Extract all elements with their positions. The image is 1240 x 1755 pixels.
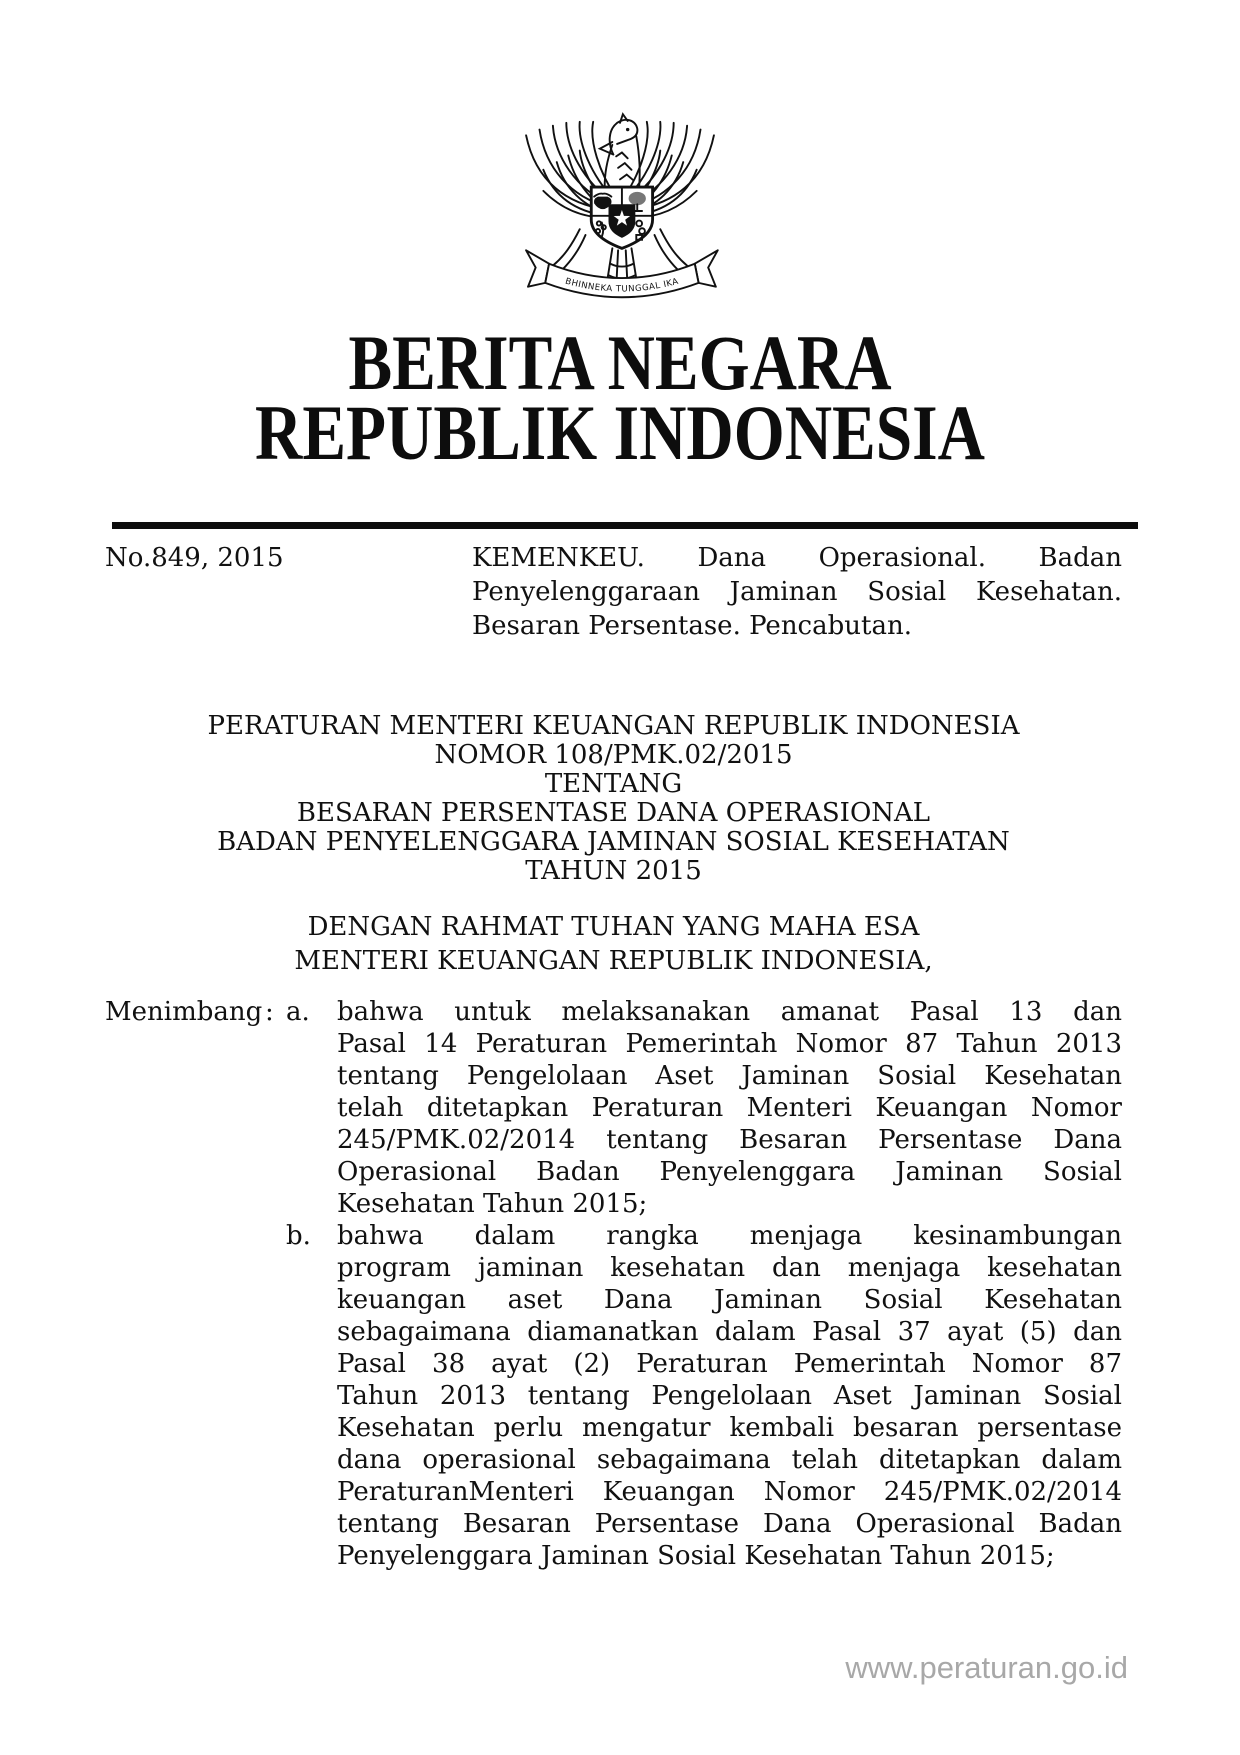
- item-text: [337, 996, 1122, 1220]
- regulation-title-block: [105, 712, 1122, 886]
- text-line: program jaminan kesehatan dan menjaga kesehatan: [337, 1253, 1122, 1283]
- text-line: sebagaimana diamanatkan dalam Pasal 37 ayat (5) dan: [337, 1317, 1122, 1347]
- text-line: Tahun 2013 tentang Pengelolaan Aset Jaminan Sosial: [337, 1381, 1122, 1411]
- masthead-line-2: REPUBLIK INDONESIA: [255, 389, 985, 476]
- considering-colon: :: [265, 997, 274, 1027]
- text-line: bahwa untuk melaksanakan amanat Pasal 13 dan: [337, 997, 1122, 1027]
- text-line: Besaran Persentase. Pencabutan.: [472, 611, 912, 641]
- text-line: TAHUN 2015: [525, 856, 702, 886]
- considering-items: [286, 996, 1122, 1572]
- doc-number: No.849, 2015: [105, 543, 284, 573]
- item-text: [337, 1220, 1122, 1572]
- text-line: Penyelenggara Jaminan Sosial Kesehatan Tahun 2015;: [337, 1541, 1055, 1571]
- text-line: TENTANG: [544, 769, 683, 799]
- text-line: PeraturanMenteri Keuangan Nomor 245/PMK.02/2014: [337, 1477, 1122, 1507]
- text-line: Kesehatan perlu mengatur kembali besaran persentase: [337, 1413, 1122, 1443]
- invocation-line-1: DENGAN RAHMAT TUHAN YANG MAHA ESA: [307, 912, 920, 942]
- footer-url: www.peraturan.go.id: [845, 1650, 1128, 1685]
- text-line: Operasional Badan Penyelenggara Jaminan Sosial: [337, 1157, 1122, 1187]
- text-line: KEMENKEU. Dana Operasional. Badan: [472, 543, 1122, 573]
- text-line: Pasal 38 ayat (2) Peraturan Pemerintah Nomor 87: [337, 1349, 1122, 1379]
- considering-label: Menimbang: [105, 997, 263, 1027]
- considering-section: [105, 996, 1122, 1572]
- considering-item-b: [286, 1220, 1122, 1572]
- masthead-line-1: BERITA NEGARA: [348, 319, 892, 406]
- text-line: BESARAN PERSENTASE DANA OPERASIONAL: [296, 798, 931, 828]
- text-line: bahwa dalam rangka menjaga kesinambungan: [337, 1221, 1122, 1251]
- text-line: dana operasional sebagaimana telah ditetapkan dalam: [337, 1445, 1122, 1475]
- invocation-line-2: MENTERI KEUANGAN REPUBLIK INDONESIA,: [294, 946, 933, 976]
- text-line: Penyelenggaraan Jaminan Sosial Kesehatan.: [472, 577, 1122, 607]
- text-line: Pasal 14 Peraturan Pemerintah Nomor 87 Tahun 2013: [337, 1029, 1122, 1059]
- text-line: keuangan aset Dana Jaminan Sosial Kesehatan: [337, 1285, 1122, 1315]
- abstract-summary: [472, 541, 1122, 643]
- item-marker: a.: [286, 997, 310, 1027]
- garuda-pancasila-icon: [505, 110, 735, 312]
- text-line: telah ditetapkan Peraturan Menteri Keuangan Nomor: [337, 1093, 1122, 1123]
- text-line: PERATURAN MENTERI KEUANGAN REPUBLIK INDONESIA: [207, 711, 1020, 741]
- text-line: tentang Pengelolaan Aset Jaminan Sosial Kesehatan: [337, 1061, 1122, 1091]
- text-line: BADAN PENYELENGGARA JAMINAN SOSIAL KESEHATAN: [217, 827, 1010, 857]
- emblem-ribbon-text: BHINNEKA TUNGGAL IKA: [564, 276, 680, 295]
- text-line: tentang Besaran Persentase Dana Operasional Badan: [337, 1509, 1122, 1539]
- considering-item-a: [286, 996, 1122, 1220]
- item-marker: b.: [286, 1221, 311, 1251]
- masthead-title: [0, 319, 1240, 476]
- text-line: NOMOR 108/PMK.02/2015: [434, 740, 793, 770]
- text-line: Kesehatan Tahun 2015;: [337, 1189, 648, 1219]
- header-rule-divider: [112, 522, 1138, 529]
- text-line: 245/PMK.02/2014 tentang Besaran Persentase Dana: [337, 1125, 1122, 1155]
